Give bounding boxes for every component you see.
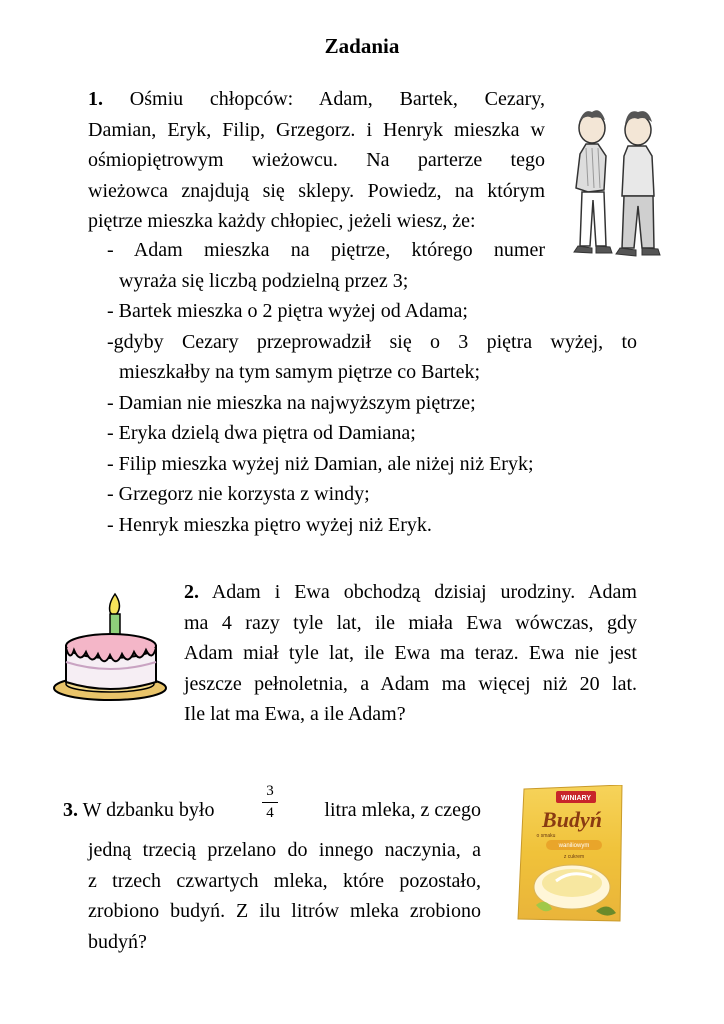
task3-text-a: W dzbanku było	[82, 799, 215, 821]
task2-line-3: Adam miał tyle lat, ile Ewa ma teraz. Ewa nie jest	[184, 642, 637, 664]
task1-intro	[88, 84, 545, 237]
task1-number: 1.	[88, 88, 103, 110]
task1-line-3: ośmiopiętrowym wieżowcu. Na parterze tego	[88, 149, 545, 171]
task3-line-2: jedną trzecią przelano do innego naczynia, a	[88, 839, 481, 861]
page-title: Zadania	[324, 34, 400, 58]
task3-line-3: z trzech czwartych mleka, które pozostało,	[88, 869, 481, 892]
task2-line-5: Ile lat ma Ewa, a ile Adam?	[184, 703, 406, 725]
task2-line-1: 2. Adam i Ewa obchodzą dzisiaj urodziny. Adam	[184, 581, 637, 603]
condition-1-cont: wyraża się liczbą podzielną przez 3;	[119, 269, 409, 292]
sugar-note: z cukrem	[563, 854, 585, 860]
task3-line-5: budyń?	[88, 930, 147, 953]
boys-illustration	[556, 96, 672, 262]
task2-line-4: jeszcze pełnoletnia, a Adam ma więcej niż 20 lat.	[184, 672, 637, 695]
condition-3-cont: mieszkałby na tym samym piętrze co Bartek;	[119, 361, 480, 383]
condition-6: - Filip mieszka wyżej niż Damian, ale niżej niż Eryk;	[107, 452, 534, 475]
condition-7: - Grzegorz nie korzysta z windy;	[107, 483, 370, 505]
fraction-numerator: 3	[266, 783, 274, 799]
condition-4: - Damian nie mieszka na najwyższym piętrze;	[107, 391, 476, 414]
task2-line-2: ma 4 razy tyle lat, ile miała Ewa wówczas, gdy	[184, 611, 637, 634]
fraction-denominator: 4	[266, 805, 274, 821]
task1-line-2: Damian, Eryk, Filip, Grzegorz. i Henryk mieszka w	[88, 118, 545, 141]
product-label: Budyń	[542, 807, 602, 832]
task3-number: 3.	[63, 799, 78, 821]
condition-3: -gdyby Cezary przeprowadził się o 3 piętra wyżej, to	[107, 330, 637, 353]
task2-number: 2.	[184, 581, 199, 603]
task1-line-1: 1. Ośmiu chłopców: Adam, Bartek, Cezary,	[88, 88, 546, 110]
condition-8: - Henryk mieszka piętro wyżej niż Eryk.	[107, 513, 432, 536]
task1-conditions	[107, 235, 637, 540]
condition-2: - Bartek mieszka o 2 piętra wyżej od Adama;	[107, 300, 468, 322]
flavor-label: o smaku	[536, 833, 556, 839]
brand-label: WINIARY	[560, 795, 592, 802]
task3-text-b: litra mleka, z czego	[324, 799, 481, 821]
condition-5: - Eryka dzielą dwa piętra od Damiana;	[107, 422, 416, 444]
fraction-three-quarters	[262, 783, 278, 822]
birthday-cake-illustration	[52, 592, 172, 704]
variant-label: waniliowym	[558, 843, 590, 849]
budyn-package-image	[516, 785, 628, 925]
task1-line-4: wieżowca znajdują się sklepy. Powiedz, na którym	[88, 179, 545, 202]
task2-text	[184, 577, 637, 730]
task1-line-5: piętrze mieszka każdy chłopiec, jeżeli wiesz, że:	[88, 210, 476, 232]
task3-line-4: zrobiono budyń. Z ilu litrów mleka zrobiono	[88, 900, 481, 922]
condition-1: - Adam mieszka na piętrze, którego numer	[107, 239, 545, 261]
task3-text	[88, 835, 481, 957]
